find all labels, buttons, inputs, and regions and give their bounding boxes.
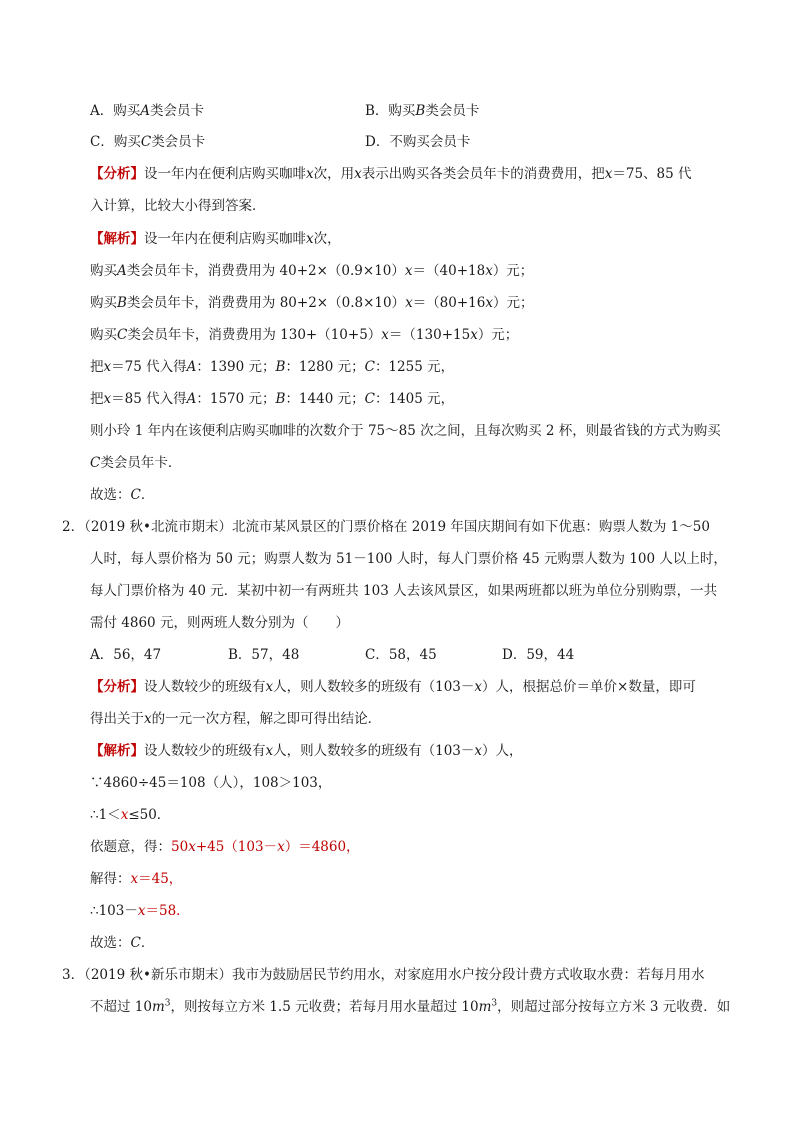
- q2-step-3: 依题意，得：50x+45（103－x）＝4860，: [90, 839, 360, 855]
- q1-line-b: 购买B类会员年卡，消费费用为 80+2×（0.8×10）x＝（80+16x）元；: [90, 295, 534, 311]
- q2-solution: 【解析】设人数较少的班级有x人，则人数较多的班级有（103－x）人，: [90, 743, 523, 759]
- q2-step-5: ∴103－x＝58．: [90, 903, 190, 919]
- q1-option-b: B．购买B类会员卡: [365, 103, 480, 119]
- q2-analysis: 【分析】设人数较少的班级有x人，则人数较多的班级有（103－x）人，根据总价＝单价×数量，即可: [90, 679, 696, 695]
- q2-step-4: 解得：x＝45，: [90, 871, 183, 887]
- q2-stem-4: 需付 4860 元，则两班人数分别为（ ）: [90, 615, 349, 631]
- q2-answer: 故选：C．: [90, 935, 155, 951]
- q2-option-b: B．57，48: [228, 647, 300, 663]
- q2-option-d: D．59，44: [502, 647, 575, 663]
- q3-stem-1: 3．（2019 秋•新乐市期末）我市为鼓励居民节约用水，对家庭用水户按分段计费方式收取水费：若每月用水: [62, 967, 705, 983]
- q1-analysis: 【分析】设一年内在便利店购买咖啡x次，用x表示出购买各类会员年卡的消费费用，把x＝75、85 代: [90, 166, 692, 182]
- q1-conclusion: 则小玲 1 年内在该便利店购买咖啡的次数介于 75～85 次之间，且每次购买 2 杯，则最省钱的方式为购买: [90, 423, 721, 439]
- q1-solution: 【解析】设一年内在便利店购买咖啡x次，: [90, 231, 341, 247]
- q2-stem-2: 人时，每人票价格为 50 元；购票人数为 51－100 人时，每人门票价格 45 元购票人数为 100 人以上时，: [90, 551, 727, 567]
- q1-analysis-cont: 入计算，比较大小得到答案．: [90, 198, 266, 214]
- q3-stem-2: 不超过 $10m^3$，则按每立方米 1.5 元收费；若每月用水量超过 $10m^3$，则超过部分按每立方米 3 元收费．如: [90, 998, 731, 1015]
- q1-answer: 故选：C．: [90, 487, 155, 503]
- q1-option-c: C．购买C类会员卡: [90, 134, 206, 150]
- q1-line-c: 购买C类会员年卡，消费费用为 130+（10+5）x＝（130+15x）元；: [90, 327, 519, 343]
- q2-analysis-cont: 得出关于x的一元一次方程，解之即可得出结论．: [90, 711, 382, 727]
- q2-stem-3: 每人门票价格为 40 元．某初中初一有两班共 103 人去该风景区，如果两班都以班为单位分别购票，一共: [90, 583, 718, 599]
- q2-step-1: ∵4860÷45＝108（人），108＞103，: [90, 775, 332, 791]
- q1-option-a: A．购买A类会员卡: [90, 103, 204, 119]
- q1-substitute-75: 把x＝75 代入得A：1390 元；B：1280 元；C：1255 元，: [90, 359, 455, 375]
- q2-option-a: A．56，47: [90, 647, 162, 663]
- q2-option-c: C．58，45: [365, 647, 437, 663]
- q1-option-d: D．不购买会员卡: [365, 134, 471, 150]
- q2-step-2: ∴1＜x≤50．: [90, 807, 171, 823]
- q1-line-a: 购买A类会员年卡，消费费用为 40+2×（0.9×10）x＝（40+18x）元；: [90, 263, 534, 279]
- q1-substitute-85: 把x＝85 代入得A：1570 元；B：1440 元；C：1405 元，: [90, 391, 455, 407]
- q2-stem-1: 2．（2019 秋•北流市期末）北流市某风景区的门票价格在 2019 年国庆期间有如下优惠：购票人数为 1～50: [62, 519, 710, 535]
- q1-conclusion-cont: C类会员年卡．: [90, 455, 182, 471]
